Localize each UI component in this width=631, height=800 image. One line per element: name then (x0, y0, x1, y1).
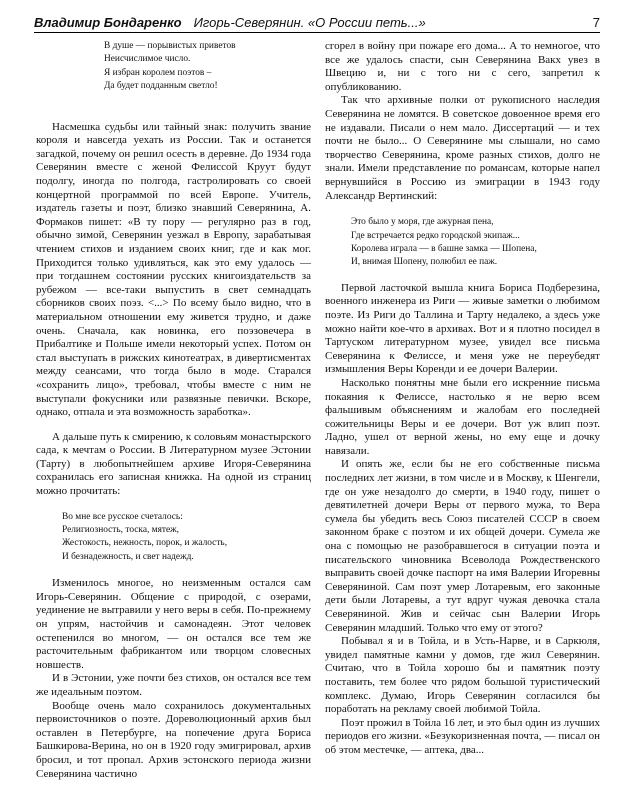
poem-line: Да будет подданным светло! (104, 81, 218, 92)
paragraph: Побывал я и в Тойла, и в Усть-Нарве, и в Саркюля, увидел памятные камни у домов, где жил Северянин. Считаю, что в Тойла хорошо бы и памятник поэту поставить, тем более что рядом большой туристический комплекс. Думаю, Игорь Северянин согласился бы поработать на рекламу своей любимой Тойла. (325, 635, 600, 716)
paragraph: А дальше путь к смирению, к соловьям монастырского сада, к мечтам о России. В Литературном музее Эстонии (Тарту) в любопытнейшем архиве Игоря-Северянина сохранилась его записная книжка. На одной из страниц можно прочитать: (36, 430, 311, 498)
poem-line: Во мне все русское счеталось: (62, 511, 183, 522)
notebook-poem (36, 511, 311, 565)
paragraph: И в Эстонии, уже почти без стихов, он остался все тем же идеальным поэтом. (36, 672, 311, 699)
poem-line: Неисчислимое число. (104, 54, 191, 65)
paragraph: Вообще очень мало сохранилось документальных первоисточников о поэте. Дореволюционный архив был оставлен в Петербурге, на попечение друга Бориса Башкирова-Верина, но он в 1920 году эмигрировал, архив бросил, и тот пропал. Архив эстонского периода жизни Северянина частично (36, 699, 311, 780)
poem-line: И безнадежность, и свет надежд. (62, 551, 194, 562)
poem-line: Религиозность, тоска, мятеж, (62, 525, 179, 536)
paragraph: Так что архивные полки от рукописного наследия Северянина не ломятся. В советское довоенное время его не издавали. Писали о нем мало. Диссертаций — и тех почти не было... О Северянине мы слышали, но само творчество Северянина, кроме разных стихов, долго не знали. Имели представление по романсам, которые напел вернувшийся в Россию из эмиграции в 1943 году Александр Вертинский: (325, 94, 600, 202)
poem-line: Где встречается редко городской экипаж... (351, 230, 520, 241)
poem-line: Это было у моря, где ажурная пена, (351, 217, 494, 228)
header-title: Игорь-Северянин. «О России петь...» (193, 15, 426, 30)
paragraph: Насмешка судьбы или тайный знак: получить звание короля и навсегда уехать из России. Так и останется загадкой, почему он решил осесть в деревне. До 1934 года Северянин вместе с женой Фелиссой Круут будут подолгу, иногда по полгода, гастролировать со своей концертной программой по всей Европе. Учитель, издатель газеты и поэт, близко знавший Северянина, А. Формаков пишет: «В ту пору — регулярно раз в год, обычно зимой, Северянин уезжал в Европу, зарабатывая чтением стихов и изданием своих книг, где и как мог. Приходится только удивляться, как это ему удалось — при тогдашнем состоянии русских книгоиздательств за рубежом — все-таки выпустить в свет семнадцать сборников своих поэз. <...> По всему было видно, что в материальном отношении ему живется трудно, и даже очень. Сначала, как новинка, его поэзовечера в Прибалтике и Польше имели некоторый успех. Потом он стал выступать в рижских кинотеатрах, в дивертисментах между сеансами, что тогда было в моде. Старался «сохранить лицо», требовал, чтобы вместе с ним не выступали фокусники или развязные певички. Вскоре, однако, отпала и эта возможность заработка». (36, 120, 311, 419)
paragraph: Первой ласточкой вышла книга Бориса Подберезина, военного инженера из Риги — живые заметки о любимом поэте. Из Риги до Таллина и Тарту недалеко, а здесь уже можно найти кое-что в архивах. Вот и я плотно посидел в Тартуском литературном музее, увидел все письма Северянина к Фелиссе, и меня уже не переубедят измышления Веры Коренди и ее дочери Валерии. (325, 281, 600, 376)
poem-line: В душе — порывистых приветов (104, 41, 236, 51)
paragraph: сгорел в войну при пожаре его дома... А то немногое, что все же удалось спасти, сын Северянина Вакх увез в Швецию и, ни с того ни с сего, запретил к опубликованию. (325, 40, 600, 93)
poem-line: Жестокость, нежность, порок, и жалость, (62, 538, 228, 549)
header-author: Владимир Бондаренко (34, 15, 182, 30)
running-header (34, 14, 600, 33)
paragraph: Насколько понятны мне были его искренние письма покаяния к Фелиссе, настолько я не верю всем фальшивым объяснениям и жалобам его последней сожительницы Веры и ее дочери. Вот уж влип поэт. Ладно, ушел от верной жены, но ему еще и дочку навязали. (325, 376, 600, 457)
right-column (325, 40, 600, 758)
poem-line: Я избран королем поэтов – (104, 67, 212, 78)
paragraph: Изменилось многое, но неизменным остался сам Игорь-Северянин. Общение с природой, с озерами, уединение не вытравили у него веры в себя. По-прежнему он упрям, настойчив и самонадеян. Этот человек остепенился во многом, — он остался все тем же расточительным фабрикантом или творцом словесных новшеств. (36, 577, 311, 671)
paragraph: Поэт прожил в Тойла 16 лет, и это был один из лучших периодов его жизни. «Безукоризненная почта, — писал он об этом местечке, — аптека, два... (325, 716, 600, 756)
poem-line: И, внимая Шопену, полюбил ее паж. (351, 257, 498, 268)
romance-poem (325, 216, 600, 270)
left-column (36, 40, 311, 781)
paragraph: И опять же, если бы не его собственные письма последних лет жизни, в том числе и в Москву, к Шенгели, где он уже незадолго до смерти, в 1940 году, пишет о девятилетней дочери Веры от первого мужа, то Вера сумела бы убедить весь Союз писателей СССР в своем законном браке с поэтом и их общей дочери. Сумела же она с помощью не разобравшегося в ситуации поэта и писательского чиновника Всеволода Рождественского выправить своей дочке паспорт на имя Валерии Игоревны Северяниной. Сам поэт умер Лотаревым, его законные дети были Лотаревы, а тут вдруг чужая девочка стала Северяниной. Жив и сейчас сын Валерии Игорь Северянин младший. Только что ему от этого? (325, 458, 600, 634)
page-number: 7 (592, 15, 600, 30)
poem-line: Королева играла — в башне замка — Шопена, (351, 243, 537, 254)
epigraph-poem (36, 40, 311, 94)
